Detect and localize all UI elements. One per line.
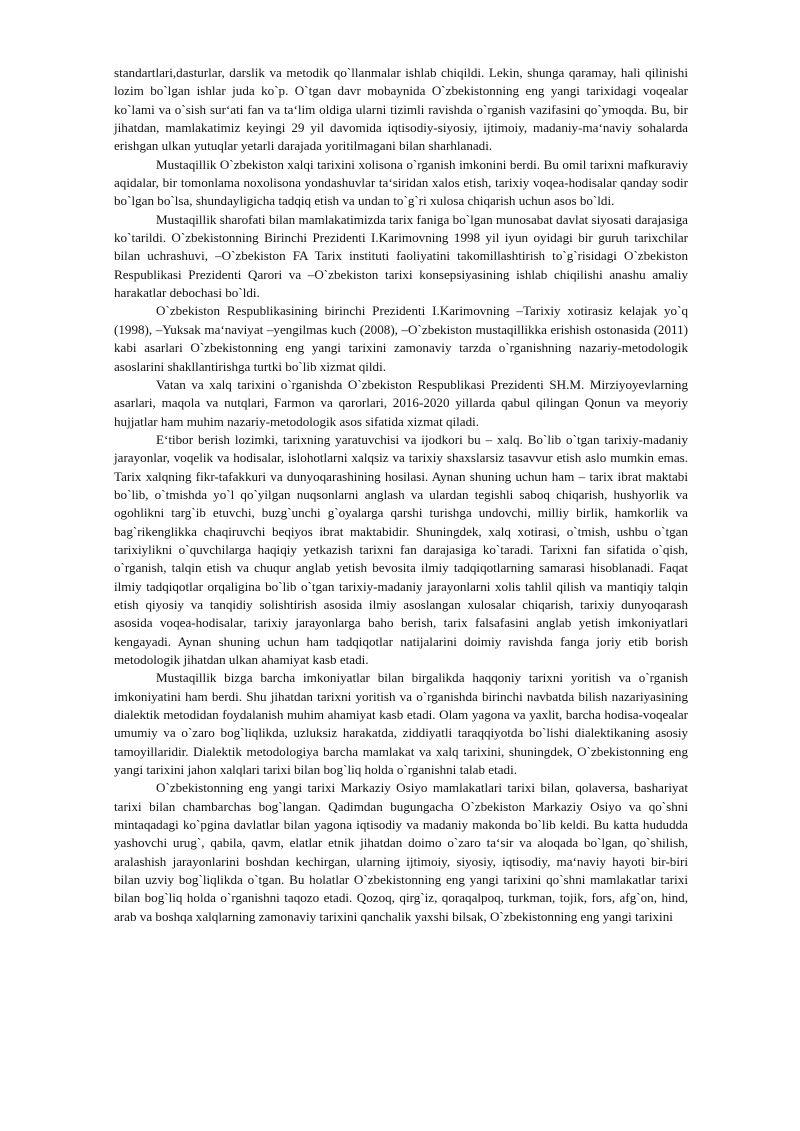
- paragraph-6: E‘tibor berish lozimki, tarixning yaratuvchisi va ijodkori bu – xalq. Bo`lib o`tgan tarixiy-madaniy jarayonlar, voqelik va hodisalar, islohotlarni xalqsiz va tarixiy shaxslarsiz tasavvur etish aslo mumkin emas. Tarix xalqning fikr-tafakkuri va dunyoqarashining hosilasi. Aynan shuning uchun ham – tarix ibrat maktabi bo`lib, o`tmishda yo`l qo`yilgan nuqsonlarni anglash va ulardan tegishli saboq chiqarish, hushyorlik va ogohlikni targ`ib etuvchi, buzg`unchi g`oyalarga qarshi turishga undovchi, milliy birlik, hamkorlik va bag`rikenglikka chaqiruvchi beqiyos ibrat maktabidir. Shuningdek, xalq xotirasi, o`tmish, ushbu o`tgan tarixiylikni o`quvchilarga haqiqiy yetkazish tarixni fan darajasiga ko`taradi. Tarixni fan sifatida o`qish, o`rganish, talqin etish va chuqur anglab yetish bevosita ilmiy tadqiqotlarning samarasi hisoblanadi. Faqat ilmiy tadqiqotlar orqaligina bo`lib o`tgan tarixiy-madaniy jarayonlarni xolis tahlil qilish va mantiqiy talqin etish qiyosiy va tanqidiy solishtirish asosida ilmiy asoslangan xulosalar chiqarish, tarixiy dunyoqarash asosida voqea-hodisalar, tarixiy jarayonlarga baho berish, tarix falsafasini anglab yetish imkoniyatlari kengayadi. Aynan shuning uchun ham tadqiqotlar natijalarini doimiy ravishda fanga joriy etib borish metodologik jihatdan ulkan ahamiyat kasb etadi.: [114, 431, 688, 667]
- paragraph-1: standartlari,dasturlar, darslik va metodik qo`llanmalar ishlab chiqildi. Lekin, shunga qaramay, hali qilinishi lozim bo`lgan ishlar juda ko`p. O`tgan davr mobaynida O`zbekistonning eng yangi tarixidagi voqealar ko`lami va o`sish sur‘ati fan va ta‘lim oldiga ularni tizimli ravishda o`rganish vazifasini qo`ymoqda. Bu, bir jihatdan, mamlakatimiz keyingi 29 yil davomida iqtisodiy-siyosiy, ijtimoiy, madaniy-ma‘naviy sohalarda erishgan ulkan yutuqlar yetarli darajada yoritilmagani bilan sharhlanadi.: [114, 65, 688, 154]
- paragraph-7: Mustaqillik bizga barcha imkoniyatlar bilan birgalikda haqqoniy tarixni yoritish va o`rganish imkoniyatini ham berdi. Shu jihatdan tarixni yoritish va o`rganishda birinchi navbatda bilish nazariyasining dialektik metodidan foydalanish muhim ahamiyat kasb etadi. Olam yagona va yaxlit, barcha hodisa-voqealar umumiy va o`zaro bog`liqlikda, uzluksiz harakatda, ziddiyatli taraqqiyotda bo`lishi dialektikaning asosiy tamoyillaridir. Dialektik metodologiya barcha mamlakat va xalq tarixini, shuningdek, O`zbekistonning eng yangi tarixini jahon xalqlari tarixi bilan bog`liq holda o`rganishni talab etadi.: [114, 670, 688, 778]
- paragraph-3: Mustaqillik sharofati bilan mamlakatimizda tarix faniga bo`lgan munosabat davlat siyosati darajasiga ko`tarildi. O`zbekistonning Birinchi Prezidenti I.Karimovning 1998 yil iyun oyidagi bir guruh tarixchilar bilan uchrashuvi, –O`zbekiston FA Tarix instituti faoliyatini takomillashtirish to`g`risidagi O`zbekiston Respublikasi Prezidenti Qarori va –O`zbekiston tarixi konsepsiyasining ishlab chiqilishi anashu amaliy harakatlar debochasi bo`ldi.: [114, 211, 688, 301]
- document-page: [114, 64, 688, 926]
- paragraph-2: Mustaqillik O`zbekiston xalqi tarixini xolisona o`rganish imkonini berdi. Bu omil tarixni mafkuraviy aqidalar, bir tomonlama noxolisona yondashuvlar ta‘siridan xalos etish, tarixiy voqea-hodisalar qanday sodir bo`lgan bo`lsa, shundayligicha tadqiq etish va undan to`g`ri xulosa chiqarish uchun asos bo`ldi.: [114, 156, 688, 209]
- paragraph-5: Vatan va xalq tarixini o`rganishda O`zbekiston Respublikasi Prezidenti SH.M. Mirziyoyevlarning asarlari, maqola va nutqlari, Farmon va qarorlari, 2016-2020 yillarda qabul qilingan Qonun va meyoriy hujjatlar ham muhim nazariy-metodologik asos sifatida xizmat qiladi.: [114, 376, 688, 429]
- paragraph-8: O`zbekistonning eng yangi tarixi Markaziy Osiyo mamlakatlari tarixi bilan, qolaversa, bashariyat tarixi bilan chambarchas bog`langan. Qadimdan bugungacha O`zbekiston Markaziy Osiyo va qo`shni mintaqadagi ko`pgina davlatlar bilan yagona iqtisodiy va madaniy makonda bo`lib keldi. Bu katta hududda yashovchi urug`, qabila, qavm, elatlar etnik jihatdan doimo o`zaro ta‘sir va aloqada bo`lgan, qo`shilish, aralashish jarayonlarini boshdan kechirgan, ularning ijtimoiy, siyosiy, iqtisodiy, ma‘naviy hayoti bir-biri bilan uzviy bog`liqlikda o`tgan. Bu holatlar O`zbekistonning eng yangi tarixini qo`shni mamlakatlar tarixi bilan bog`liq holda o`rganishni taqozo etadi. Qozoq, qirg`iz, qoraqalpoq, turkman, tojik, fors, afg`on, hind, arab va boshqa xalqlarning zamonaviy tarixini qanchalik yaxshi bilsak, O`zbekistonning eng yangi tarixini: [114, 780, 688, 924]
- paragraph-4: O`zbekiston Respublikasining birinchi Prezidenti I.Karimovning –Tarixiy xotirasiz kelajak yo`q (1998), –Yuksak ma‘naviyat –yengilmas kuch (2008), –O`zbekiston mustaqillikka erishish ostonasida (2011) kabi asarlari O`zbekistonning eng yangi tarixini zamonaviy tarzda o`rganishning nazariy-metodologik asoslarini shakllantirishga turtki bo`lib xizmat qildi.: [114, 303, 688, 374]
